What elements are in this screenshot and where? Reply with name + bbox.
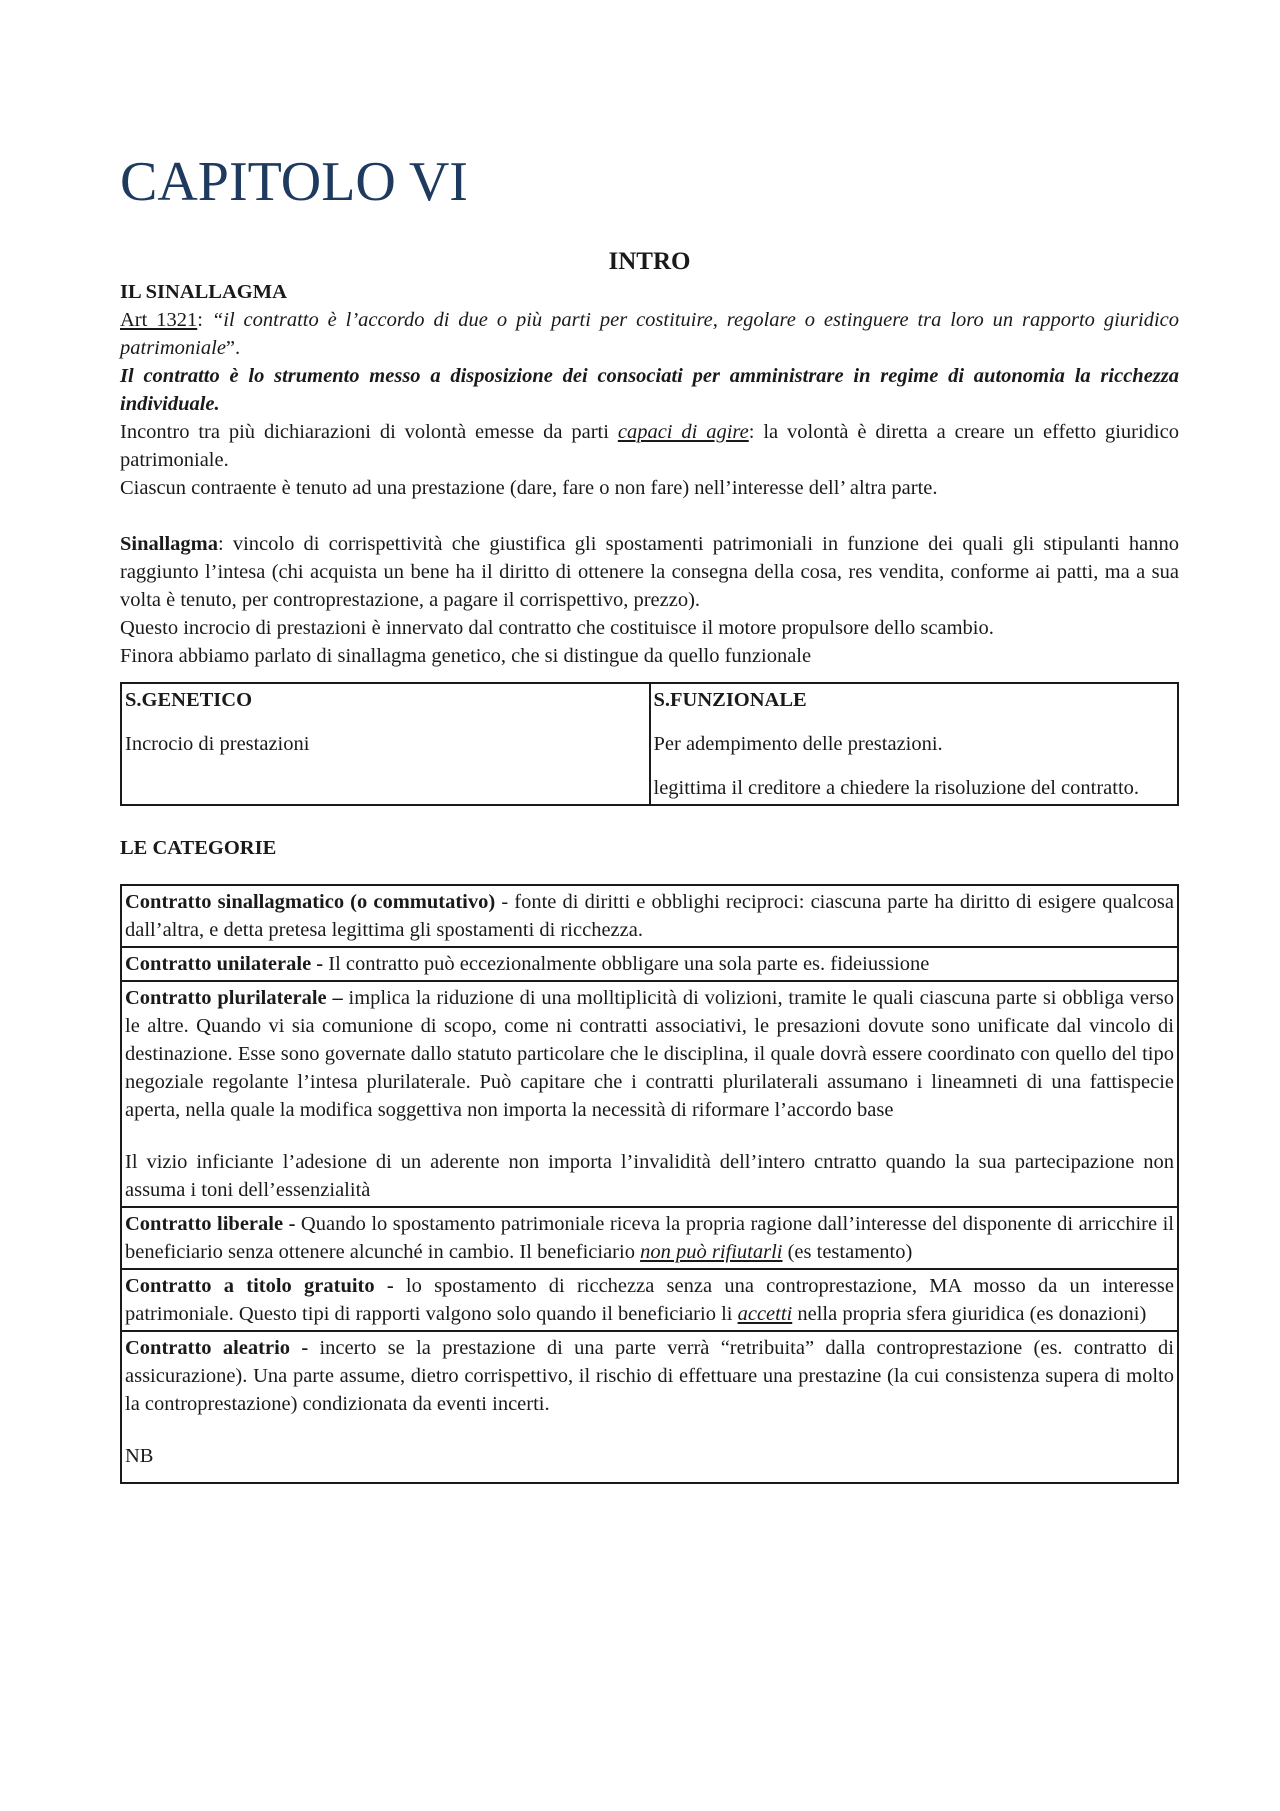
incontro-paragraph: Incontro tra più dichiarazioni di volontà emesse da parti capaci di agire: la volontà è diretta a creare un effetto giuridico patrimoniale. (120, 421, 1179, 471)
spacer (120, 502, 1179, 530)
genetico-heading: S.GENETICO (125, 689, 253, 711)
categorie-table (120, 884, 1179, 1484)
funzionale-cell (650, 683, 1179, 805)
sinallagmatico-cell: Contratto sinallagmatico (o commutativo) - fonte di diritti e obblighi reciproci: ciascuna parte ha diritto di esigere qualcosa dall’altra, e detta pretesa legittima gli spostamenti di ricchezza. (121, 885, 1178, 947)
table-row (121, 1331, 1178, 1483)
sinallagma-table (120, 682, 1179, 806)
genetico-cell (121, 683, 650, 805)
unilaterale-cell: Contratto unilaterale - Il contratto può eccezionalmente obbligare una sola parte es. fideiussione (121, 947, 1178, 981)
article-citation: Art 1321: “il contratto è l’accordo di due o più parti per costituire, regolare o estinguere tra loro un rapporto giuridico patrimoniale”. (120, 309, 1179, 359)
plurilaterale-cell: Contratto plurilaterale – implica la riduzione di una molltiplicità di volizioni, tramite le quali ciascuna parte si obbliga verso le altre. Quando vi sia comunione di scopo, come ni contratti associativi, le presazioni dovute sono unificate dal vincolo di destinazione. Esse sono governate dallo statuto particolare che le disciplina, il quale dovrà essere coordinato con quello del tipo negoziale regolante l’intesa plurilaterale. Può capitare che i contratti plurilaterali assumano i lineamneti di una fattispecie aperta, nella quale la modifica soggettiva non importa la necessità di riformare l’accordo base Il vizio inficiante l’adesione di un aderente non importa l’invalidità dell’intero cntratto quando la sua partecipazione non assuma i toni dell’essenzialità (121, 981, 1178, 1207)
table-row (121, 1207, 1178, 1269)
finora-paragraph: Finora abbiamo parlato di sinallagma genetico, che si distingue da quello funzionale (120, 645, 812, 667)
funzionale-line: Per adempimento delle prestazioni. (653, 733, 943, 755)
chapter-title: CAPITOLO VI (120, 151, 468, 213)
gratuito-cell: Contratto a titolo gratuito - lo spostamento di ricchezza senza una controprestazione, MA mosso da un interesse patrimoniale. Questo tipi di rapporti valgono solo quando il beneficiario li accetti nella propria sfera giuridica (es donazioni) (121, 1269, 1178, 1331)
document-page (120, 0, 1179, 1484)
non-puo-rifiutarli-emphasis: non può rifiutarli (640, 1241, 783, 1263)
table-row (121, 885, 1178, 947)
vizio-paragraph: Il vizio inficiante l’adesione di un aderente non importa l’invalidità dell’intero cntratto quando la sua partecipazione non assuma i toni dell’essenzialità (125, 1151, 1174, 1201)
sinallagma-term: Sinallagma (120, 533, 218, 555)
intro-title: INTRO (608, 248, 691, 275)
article-reference: Art 1321 (120, 309, 198, 331)
ciascun-paragraph: Ciascun contraente è tenuto ad una prestazione (dare, fare o non fare) nell’interesse dell’ altra parte. (120, 477, 938, 499)
categorie-heading: LE CATEGORIE (120, 837, 277, 859)
nb-note: NB (125, 1445, 154, 1467)
sinallagma-paragraph: Sinallagma: vincolo di corrispettività che giustifica gli spostamenti patrimoniali in funzione dei quali gli stipulanti hanno raggiunto l’intesa (chi acquista un bene ha il diritto di ottenere la consegna della cosa, res vendita, conforme ai patti, ma a sua volta è tenuto, per controprestazione, a pagare il corrispettivo, prezzo). (120, 533, 1179, 611)
genetico-line: Incrocio di prestazioni (125, 733, 310, 755)
article-quote: “il contratto è l’accordo di due o più parti per costituire, regolare o estinguere tra loro un rapporto giuridico patrimoniale (120, 309, 1179, 359)
funzionale-heading: S.FUNZIONALE (653, 689, 807, 711)
capaci-di-agire-emphasis: capaci di agire (617, 421, 749, 443)
aleatrio-cell: Contratto aleatrio - incerto se la prestazione di una parte verrà “retribuita” dalla controprestazione (es. contratto di assicurazione). Una parte assume, dietro corrispettivo, il rischio di effettuare una prestazine (la cui consistenza supera di molto la controprestazione) condizionata da eventi incerti. NB (121, 1331, 1178, 1483)
table-row (121, 1269, 1178, 1331)
table-row (121, 683, 1178, 805)
liberale-cell: Contratto liberale - Quando lo spostamento patrimoniale riceva la propria ragione dall’interesse del disponente di arricchire il beneficiario senza ottenere alcunché in cambio. Il beneficiario non può rifiutarli (es testamento) (121, 1207, 1178, 1269)
accetti-emphasis: accetti (737, 1303, 793, 1325)
table-row (121, 981, 1178, 1207)
incrocio-paragraph: Questo incrocio di prestazioni è innervato dal contratto che costituisce il motore propulsore dello scambio. (120, 617, 994, 639)
definition-paragraph: Il contratto è lo strumento messo a disposizione dei consociati per amministrare in regime di autonomia la ricchezza individuale. (120, 365, 1179, 415)
funzionale-line: legittima il creditore a chiedere la risoluzione del contratto. (653, 777, 1140, 799)
section-subtitle: IL SINALLAGMA (120, 281, 287, 303)
table-row (121, 947, 1178, 981)
